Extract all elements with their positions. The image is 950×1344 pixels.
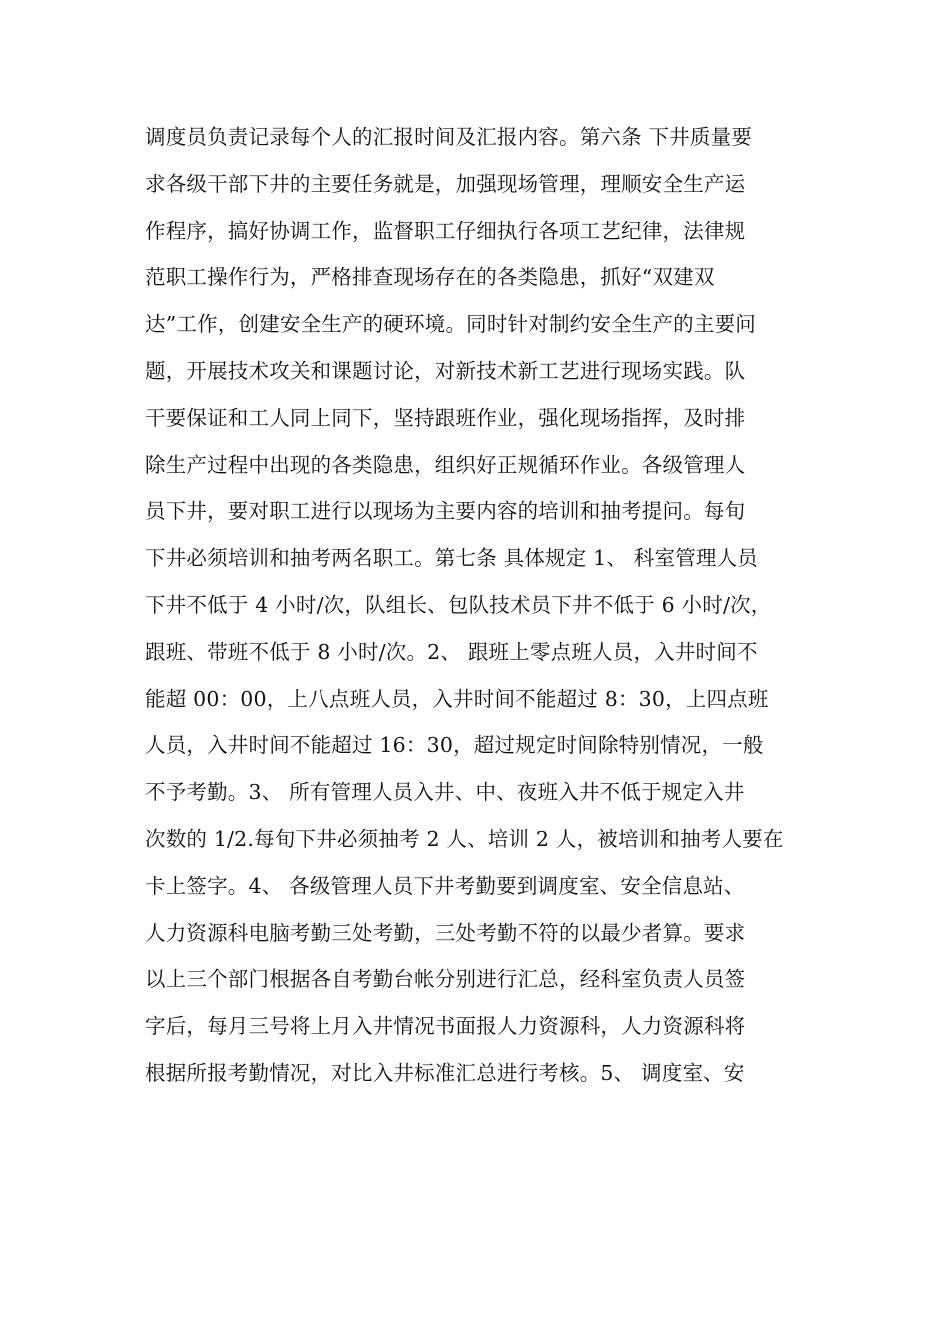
text-line: 范职工操作行为，严格排查现场存在的各类隐患，抓好“双建双 [145, 265, 715, 290]
text-line: 下井必须培训和抽考两名职工。第七条 具体规定 1、 科室管理人员 [145, 546, 758, 571]
text-line: 卡上签字。4、 各级管理人员下井考勤要到调度室、安全信息站、 [145, 873, 745, 898]
text-line: 人力资源科电脑考勤三处考勤，三处考勤不符的以最少者算。要求 [145, 920, 746, 945]
text-line: 字后，每月三号将上月入井情况书面报人力资源科，人力资源科将 [145, 1014, 746, 1039]
text-line: 求各级干部下井的主要任务就是，加强现场管理，理顺安全生产运 [145, 171, 746, 196]
text-line: 以上三个部门根据各自考勤台帐分别进行汇总，经科室负责人员签 [145, 967, 746, 992]
text-line: 下井不低于 4 小时/次，队组长、包队技术员下井不低于 6 小时/次， [145, 592, 772, 617]
text-line: 不予考勤。3、 所有管理人员入井、中、夜班入井不低于规定入井 [145, 780, 745, 805]
text-line: 调度员负责记录每个人的汇报时间及汇报内容。第六条 下井质量要 [145, 125, 753, 149]
body-text [145, 114, 825, 1097]
text-line: 能超 00：00，上八点班人员，入井时间不能超过 8：30，上四点班 [145, 686, 769, 711]
text-line: 人员，入井时间不能超过 16：30，超过规定时间除特别情况，一般 [145, 733, 764, 758]
text-line: 员下井，要对职工进行以现场为主要内容的培训和抽考提问。每旬 [145, 499, 746, 524]
text-line: 题，开展技术攻关和课题讨论，对新技术新工艺进行现场实践。队 [145, 358, 746, 383]
text-line: 次数的 1/2.每旬下井必须抽考 2 人、培训 2 人，被培训和抽考人要在 [145, 826, 784, 851]
text-line: 除生产过程中出现的各类隐患，组织好正规循环作业。各级管理人 [145, 452, 746, 477]
text-line: 作程序，搞好协调工作，监督职工仔细执行各项工艺纪律，法律规 [145, 218, 746, 243]
text-line: 达”工作，创建安全生产的硬环境。同时针对制约安全生产的主要问 [145, 312, 756, 337]
text-line: 根据所报考勤情况，对比入井标准汇总进行考核。5、 调度室、安 [145, 1060, 745, 1085]
text-line: 跟班、带班不低于 8 小时/次。2、 跟班上零点班人员，入井时间不 [145, 639, 758, 664]
text-line: 干要保证和工人同上同下，坚持跟班作业，强化现场指挥，及时排 [145, 405, 746, 430]
